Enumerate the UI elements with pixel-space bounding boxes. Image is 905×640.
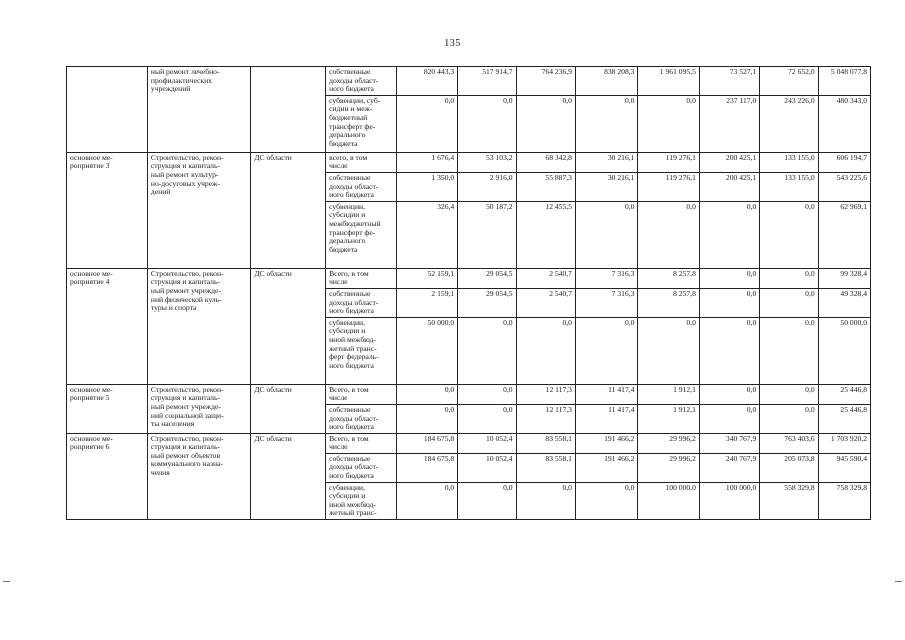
funding-source-cell: собственные доходы област- ного бюджета: [326, 404, 397, 433]
year-value-cell: 30 216,1: [575, 172, 637, 201]
year-value-cell: 184 675,8: [396, 433, 457, 453]
year-value-cell: 0,0: [699, 268, 759, 288]
year-value-cell: 0,0: [396, 482, 457, 519]
year-value-cell: 2 916,0: [458, 172, 516, 201]
year-value-cell: 0,0: [396, 384, 457, 404]
total-value-cell: 25 446,8: [818, 404, 870, 433]
year-value-cell: 0,0: [760, 404, 818, 433]
year-value-cell: 29 054,5: [458, 268, 516, 288]
year-value-cell: 68 342,8: [516, 152, 575, 172]
table-row: [67, 152, 871, 172]
year-value-cell: 7 316,3: [575, 268, 637, 288]
year-value-cell: 8 257,8: [638, 288, 699, 317]
year-value-cell: 838 208,3: [575, 67, 637, 96]
measure-cell: [67, 67, 148, 153]
year-value-cell: 1 676,4: [396, 152, 457, 172]
year-value-cell: 558 329,8: [760, 482, 818, 519]
measure-cell: основное ме- роприятие 5: [67, 384, 148, 433]
year-value-cell: 1 912,1: [638, 384, 699, 404]
year-value-cell: 0,0: [760, 317, 818, 384]
year-value-cell: 10 052,4: [458, 453, 516, 482]
year-value-cell: 1 350,0: [396, 172, 457, 201]
executor-cell: [251, 67, 326, 153]
funding-source-cell: собственные доходы област- ного бюджета: [326, 453, 397, 482]
executor-cell: ДС области: [251, 433, 326, 519]
total-value-cell: 480 343,0: [818, 95, 870, 152]
year-value-cell: 0,0: [760, 288, 818, 317]
year-value-cell: 119 276,1: [638, 172, 699, 201]
year-value-cell: 191 466,2: [575, 453, 637, 482]
year-value-cell: 29 996,2: [638, 453, 699, 482]
total-value-cell: 62 969,1: [818, 201, 870, 268]
year-value-cell: 100 000,0: [638, 482, 699, 519]
year-value-cell: 0,0: [516, 482, 575, 519]
year-value-cell: 0,0: [760, 201, 818, 268]
measure-name-cell: Строительство, рекон- струкция и капиталь- ный ремонт объектов коммунального назна- чения: [147, 433, 250, 519]
year-value-cell: 200 425,1: [699, 172, 759, 201]
year-value-cell: 0,0: [699, 384, 759, 404]
funding-source-cell: Всего, в том числе: [326, 384, 397, 404]
year-value-cell: 10 052,4: [458, 433, 516, 453]
year-value-cell: 29 054,5: [458, 288, 516, 317]
year-value-cell: 73 527,1: [699, 67, 759, 96]
year-value-cell: 30 216,1: [575, 152, 637, 172]
year-value-cell: 0,0: [575, 482, 637, 519]
year-value-cell: 243 226,0: [760, 95, 818, 152]
funding-source-cell: собственные доходы област- ного бюджета: [326, 172, 397, 201]
year-value-cell: 50 187,2: [458, 201, 516, 268]
measure-cell: основное ме- роприятие 4: [67, 268, 148, 384]
year-value-cell: 0,0: [458, 384, 516, 404]
total-value-cell: 25 446,8: [818, 384, 870, 404]
year-value-cell: 83 558,1: [516, 433, 575, 453]
executor-cell: ДС области: [251, 152, 326, 268]
year-value-cell: 0,0: [575, 95, 637, 152]
total-value-cell: 945 590,4: [818, 453, 870, 482]
measure-name-cell: Строительство, рекон- струкция и капиталь- ный ремонт культур- но-досуговых учреж- дений: [147, 152, 250, 268]
funding-source-cell: субвенции, суб- сидии и меж- бюджетный трансферт фе- дерального бюджета: [326, 95, 397, 152]
total-value-cell: 606 194,7: [818, 152, 870, 172]
year-value-cell: 1 961 095,5: [638, 67, 699, 96]
total-value-cell: 543 225,6: [818, 172, 870, 201]
year-value-cell: 12 455,5: [516, 201, 575, 268]
budget-table: [66, 66, 871, 520]
year-value-cell: 0,0: [396, 95, 457, 152]
year-value-cell: 8 257,8: [638, 268, 699, 288]
year-value-cell: 240 767,9: [699, 453, 759, 482]
year-value-cell: 83 558,1: [516, 453, 575, 482]
funding-source-cell: собственные доходы област- ного бюджета: [326, 67, 397, 96]
table-row: [67, 384, 871, 404]
table-row: [67, 433, 871, 453]
year-value-cell: 12 117,3: [516, 384, 575, 404]
year-value-cell: 237 117,0: [699, 95, 759, 152]
year-value-cell: 100 000,0: [699, 482, 759, 519]
year-value-cell: 133 155,0: [760, 152, 818, 172]
total-value-cell: 50 000,0: [818, 317, 870, 384]
funding-source-cell: всего, в том числе: [326, 152, 397, 172]
year-value-cell: 53 103,2: [458, 152, 516, 172]
funding-source-cell: собственные доходы област- ного бюджета: [326, 288, 397, 317]
year-value-cell: 0,0: [458, 317, 516, 384]
year-value-cell: 0,0: [516, 317, 575, 384]
year-value-cell: 191 466,2: [575, 433, 637, 453]
year-value-cell: 820 443,3: [396, 67, 457, 96]
year-value-cell: 133 155,0: [760, 172, 818, 201]
page-number: 135: [444, 38, 461, 49]
year-value-cell: 763 403,6: [760, 433, 818, 453]
total-value-cell: 5 048 077,8: [818, 67, 870, 96]
year-value-cell: 50 000,0: [396, 317, 457, 384]
year-value-cell: 7 316,3: [575, 288, 637, 317]
year-value-cell: 29 996,2: [638, 433, 699, 453]
year-value-cell: 764 236,9: [516, 67, 575, 96]
year-value-cell: 52 159,1: [396, 268, 457, 288]
funding-source-cell: Всего, в том числе: [326, 268, 397, 288]
year-value-cell: 0,0: [396, 404, 457, 433]
measure-name-cell: Строительство, рекон- струкция и капиталь- ный ремонт учрежде- ний физической куль- туры и спорта: [147, 268, 250, 384]
year-value-cell: 0,0: [699, 288, 759, 317]
year-value-cell: 2 540,7: [516, 288, 575, 317]
year-value-cell: 340 767,9: [699, 433, 759, 453]
year-value-cell: 0,0: [458, 404, 516, 433]
year-value-cell: 0,0: [760, 384, 818, 404]
table-row: [67, 268, 871, 288]
year-value-cell: 184 675,8: [396, 453, 457, 482]
year-value-cell: 0,0: [760, 268, 818, 288]
page-edge-mark-left: [3, 581, 10, 582]
total-value-cell: 758 329,8: [818, 482, 870, 519]
funding-source-cell: субвенции, субсидии и межбюджетный трансферт фе- дерального бюджета: [326, 201, 397, 268]
year-value-cell: 0,0: [516, 95, 575, 152]
year-value-cell: 517 914,7: [458, 67, 516, 96]
table-row: [67, 67, 871, 96]
executor-cell: ДС области: [251, 268, 326, 384]
year-value-cell: 200 425,1: [699, 152, 759, 172]
year-value-cell: 0,0: [638, 317, 699, 384]
year-value-cell: 0,0: [458, 95, 516, 152]
year-value-cell: 0,0: [638, 201, 699, 268]
year-value-cell: 0,0: [699, 404, 759, 433]
funding-source-cell: Всего, в том числе: [326, 433, 397, 453]
total-value-cell: 1 703 920,2: [818, 433, 870, 453]
year-value-cell: 72 652,0: [760, 67, 818, 96]
year-value-cell: 11 417,4: [575, 404, 637, 433]
total-value-cell: 49 328,4: [818, 288, 870, 317]
year-value-cell: 0,0: [575, 317, 637, 384]
year-value-cell: 0,0: [699, 317, 759, 384]
year-value-cell: 55 887,3: [516, 172, 575, 201]
year-value-cell: 12 117,3: [516, 404, 575, 433]
year-value-cell: 0,0: [458, 482, 516, 519]
measure-name-cell: ный ремонт лечебно- профилактических учреждений: [147, 67, 250, 153]
executor-cell: ДС области: [251, 384, 326, 433]
year-value-cell: 119 276,1: [638, 152, 699, 172]
year-value-cell: 1 912,1: [638, 404, 699, 433]
year-value-cell: 11 417,4: [575, 384, 637, 404]
year-value-cell: 2 540,7: [516, 268, 575, 288]
year-value-cell: 0,0: [638, 95, 699, 152]
measure-name-cell: Строительство, рекон- струкция и капиталь- ный ремонт учрежде- ний социальной защи- ты населения: [147, 384, 250, 433]
funding-source-cell: субвенции, субсидии и иной межбюд- жетный транс- ферт федераль- ного бюджета: [326, 317, 397, 384]
measure-cell: основное ме- роприятие 3: [67, 152, 148, 268]
page-edge-mark-right: [895, 581, 902, 582]
year-value-cell: 0,0: [575, 201, 637, 268]
year-value-cell: 205 073,8: [760, 453, 818, 482]
funding-source-cell: субвенции, субсидии и иной межбюд- жетный транс-: [326, 482, 397, 519]
year-value-cell: 326,4: [396, 201, 457, 268]
year-value-cell: 2 159,1: [396, 288, 457, 317]
measure-cell: основное ме- роприятие 6: [67, 433, 148, 519]
year-value-cell: 0,0: [699, 201, 759, 268]
total-value-cell: 99 328,4: [818, 268, 870, 288]
